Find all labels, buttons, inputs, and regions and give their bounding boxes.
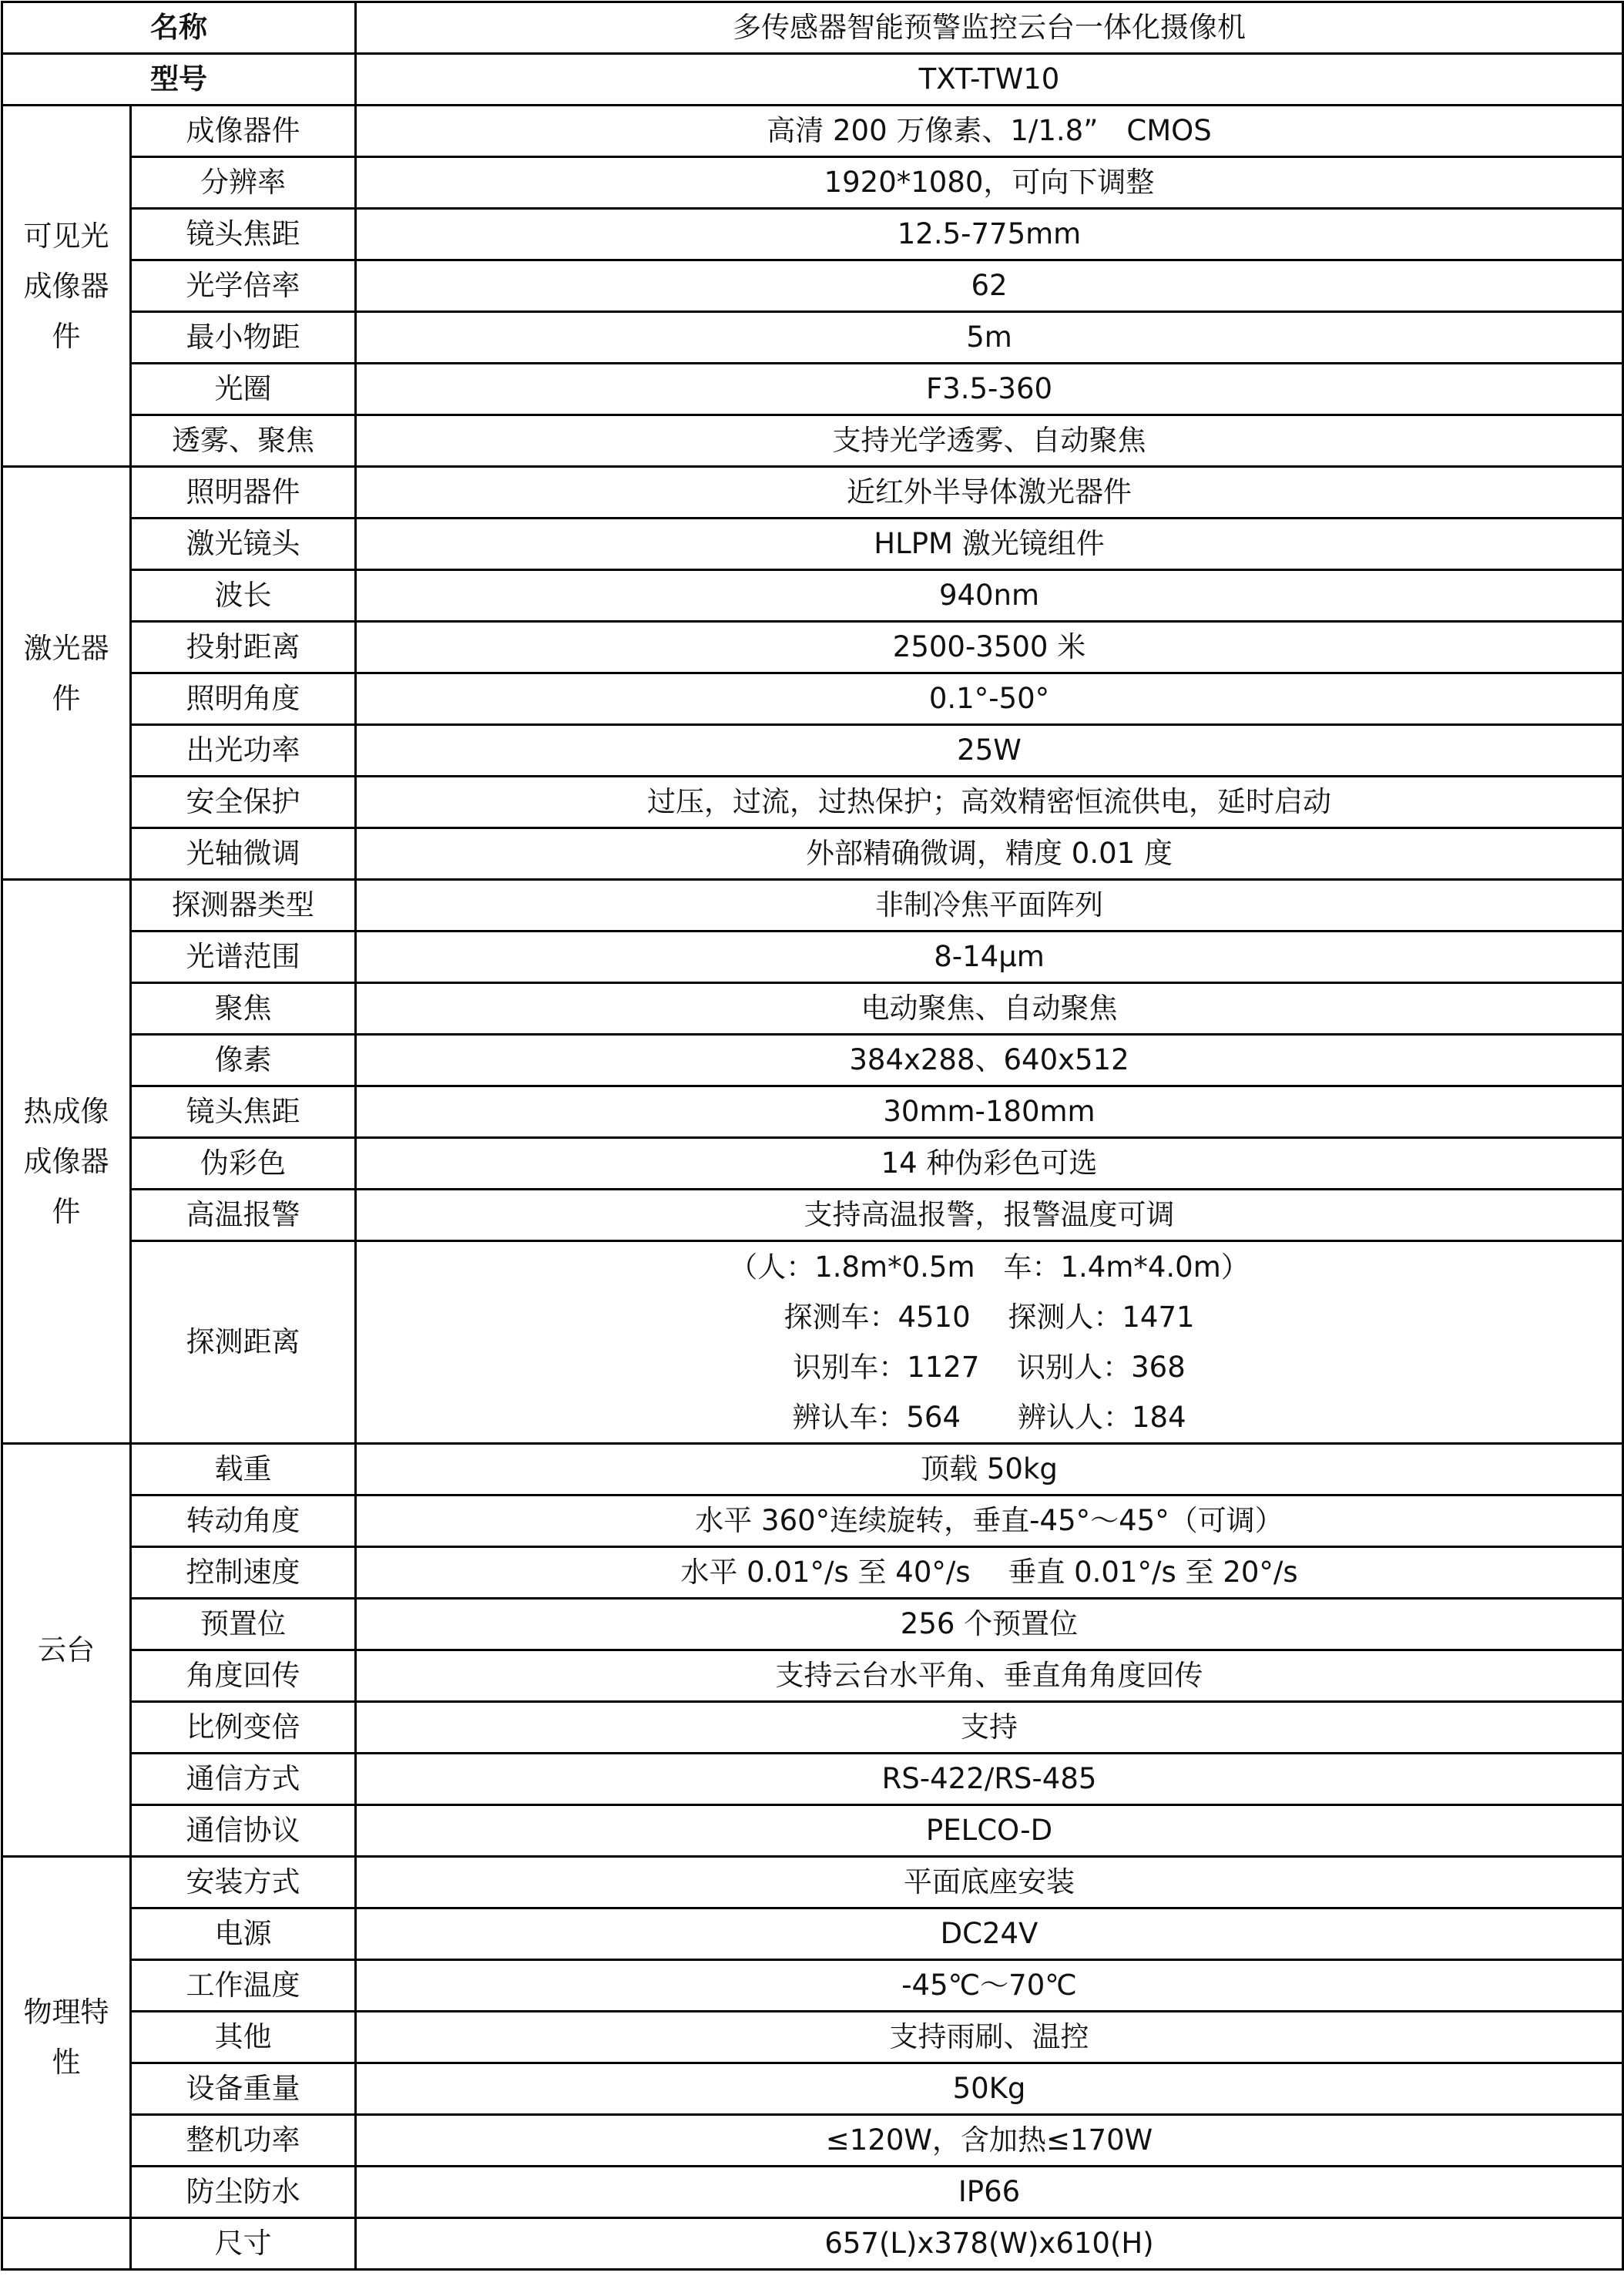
spec-label: 安全保护: [131, 777, 356, 828]
spec-value: 940nm: [356, 570, 1623, 622]
spec-value: 384x288、640x512: [356, 1035, 1623, 1086]
spec-value: PELCO-D: [356, 1805, 1623, 1857]
name-label: 名称: [2, 2, 356, 54]
distance-line: 探测车：4510 探测人：1471: [783, 1301, 1195, 1334]
detection-distance-row: [2, 1241, 1623, 1444]
size-value: 657(L)x378(W)x610(H): [356, 2218, 1623, 2270]
spec-row: [2, 983, 1623, 1035]
group-title: [2, 106, 131, 467]
spec-value: 外部精确微调，精度 0.01 度: [356, 828, 1623, 880]
spec-value: 支持光学透雾、自动聚焦: [356, 415, 1623, 467]
spec-value: 30mm-180mm: [356, 1086, 1623, 1138]
group-title-line: 件: [52, 681, 81, 715]
spec-label: 防尘防水: [131, 2167, 356, 2218]
spec-value: 顶载 50kg: [356, 1444, 1623, 1495]
spec-row: [2, 1086, 1623, 1138]
spec-value: 14 种伪彩色可选: [356, 1138, 1623, 1190]
group-title-line: 成像器: [23, 269, 109, 303]
spec-value: 支持雨刷、温控: [356, 2012, 1623, 2063]
spec-label: 角度回传: [131, 1650, 356, 1702]
spec-label: 高温报警: [131, 1190, 356, 1241]
spec-value: 0.1°-50°: [356, 673, 1623, 725]
spec-row: [2, 157, 1623, 209]
spec-row: [2, 209, 1623, 260]
spec-row: [2, 673, 1623, 725]
spec-label: 照明器件: [131, 467, 356, 519]
spec-row: [2, 725, 1623, 777]
spec-row: [2, 260, 1623, 312]
group-title-line: 云台: [38, 1633, 95, 1667]
spec-label: 光轴微调: [131, 828, 356, 880]
spec-value: 非制冷焦平面阵列: [356, 880, 1623, 932]
spec-label: 镜头焦距: [131, 209, 356, 260]
spec-label: 控制速度: [131, 1547, 356, 1599]
spec-value: HLPM 激光镜组件: [356, 519, 1623, 570]
group-title: [2, 1857, 131, 2218]
spec-value: F3.5-360: [356, 364, 1623, 415]
spec-row: [2, 312, 1623, 364]
spec-label: 探测器类型: [131, 880, 356, 932]
spec-value: 支持云台水平角、垂直角角度回传: [356, 1650, 1623, 1702]
spec-value: 12.5-775mm: [356, 209, 1623, 260]
spec-row: [2, 1960, 1623, 2012]
spec-row: [2, 415, 1623, 467]
spec-value: 支持高温报警，报警温度可调: [356, 1190, 1623, 1241]
spec-row: [2, 1035, 1623, 1086]
spec-label: 光圈: [131, 364, 356, 415]
spec-row: [2, 1857, 1623, 1908]
spec-label: 设备重量: [131, 2063, 356, 2115]
distance-line: （人：1.8m*0.5m 车：1.4m*4.0m）: [729, 1250, 1250, 1284]
spec-value: IP66: [356, 2167, 1623, 2218]
spec-label: 通信方式: [131, 1754, 356, 1805]
spec-label: 工作温度: [131, 1960, 356, 2012]
group-title-line: 性: [52, 2046, 81, 2079]
size-label: 尺寸: [131, 2218, 356, 2270]
spec-row: [2, 106, 1623, 157]
spec-value: RS-422/RS-485: [356, 1754, 1623, 1805]
group-title: [2, 467, 131, 880]
spec-row: [2, 1702, 1623, 1754]
name-value: 多传感器智能预警监控云台一体化摄像机: [356, 2, 1623, 54]
spec-row: [2, 1754, 1623, 1805]
spec-row: [2, 777, 1623, 828]
spec-row: [2, 2063, 1623, 2115]
spec-row: [2, 1138, 1623, 1190]
spec-label: 出光功率: [131, 725, 356, 777]
spec-value: 1920*1080，可向下调整: [356, 157, 1623, 209]
spec-label: 聚焦: [131, 983, 356, 1035]
spec-label: 其他: [131, 2012, 356, 2063]
spec-value: ≤120W，含加热≤170W: [356, 2115, 1623, 2167]
spec-row: [2, 622, 1623, 673]
spec-table-body: [2, 2, 1623, 2270]
spec-value: 50Kg: [356, 2063, 1623, 2115]
spec-row: [2, 828, 1623, 880]
group-title-line: 件: [52, 319, 81, 353]
spec-value: 近红外半导体激光器件: [356, 467, 1623, 519]
spec-label: 比例变倍: [131, 1702, 356, 1754]
detection-distance-value: [356, 1241, 1623, 1444]
spec-label: 成像器件: [131, 106, 356, 157]
spec-value: 256 个预置位: [356, 1599, 1623, 1650]
spec-label: 波长: [131, 570, 356, 622]
group-title-line: 热成像: [23, 1095, 109, 1128]
spec-label: 透雾、聚焦: [131, 415, 356, 467]
spec-value: DC24V: [356, 1908, 1623, 1960]
spec-value: 8-14μm: [356, 932, 1623, 983]
spec-value: 支持: [356, 1702, 1623, 1754]
spec-value: 电动聚焦、自动聚焦: [356, 983, 1623, 1035]
spec-label: 光学倍率: [131, 260, 356, 312]
spec-value: 水平 0.01°/s 至 40°/s 垂直 0.01°/s 至 20°/s: [356, 1547, 1623, 1599]
spec-label: 投射距离: [131, 622, 356, 673]
spec-row: [2, 1547, 1623, 1599]
size-row: [2, 2218, 1623, 2270]
distance-line: 辨认车：564 辨认人：184: [792, 1401, 1186, 1434]
spec-row: [2, 2012, 1623, 2063]
spec-row: [2, 570, 1623, 622]
spec-label: 转动角度: [131, 1495, 356, 1547]
spec-label: 激光镜头: [131, 519, 356, 570]
distance-line: 识别车：1127 识别人：368: [793, 1351, 1186, 1384]
spec-label: 伪彩色: [131, 1138, 356, 1190]
spec-row: [2, 2115, 1623, 2167]
spec-row: [2, 2167, 1623, 2218]
spec-row: [2, 1495, 1623, 1547]
model-label: 型号: [2, 54, 356, 106]
group-title: [2, 880, 131, 1444]
spec-value: 水平 360°连续旋转，垂直-45°～45°（可调）: [356, 1495, 1623, 1547]
model-value: TXT-TW10: [356, 54, 1623, 106]
spec-row: [2, 1599, 1623, 1650]
spec-label: 整机功率: [131, 2115, 356, 2167]
spec-label: 安装方式: [131, 1857, 356, 1908]
group-title-line: 件: [52, 1195, 81, 1228]
spec-value: -45℃～70℃: [356, 1960, 1623, 2012]
spec-value: 平面底座安装: [356, 1857, 1623, 1908]
spec-row: [2, 467, 1623, 519]
spec-row: [2, 364, 1623, 415]
spec-label: 电源: [131, 1908, 356, 1960]
size-group-empty: [2, 2218, 131, 2270]
spec-row: [2, 1190, 1623, 1241]
spec-row: [2, 880, 1623, 932]
name-row: [2, 2, 1623, 54]
spec-label: 预置位: [131, 1599, 356, 1650]
spec-row: [2, 1805, 1623, 1857]
group-title-line: 物理特: [23, 1996, 109, 2029]
spec-row: [2, 932, 1623, 983]
spec-value: 25W: [356, 725, 1623, 777]
spec-label: 像素: [131, 1035, 356, 1086]
spec-label: 分辨率: [131, 157, 356, 209]
model-row: [2, 54, 1623, 106]
spec-row: [2, 519, 1623, 570]
spec-label: 载重: [131, 1444, 356, 1495]
spec-row: [2, 1650, 1623, 1702]
group-title-line: 可见光: [23, 219, 109, 253]
spec-row: [2, 1444, 1623, 1495]
group-title: [2, 1444, 131, 1857]
group-title-line: 成像器: [23, 1145, 109, 1178]
spec-table: [1, 1, 1624, 2271]
spec-row: [2, 1908, 1623, 1960]
spec-label: 通信协议: [131, 1805, 356, 1857]
spec-label: 最小物距: [131, 312, 356, 364]
group-title-line: 激光器: [23, 631, 109, 665]
spec-label: 镜头焦距: [131, 1086, 356, 1138]
spec-value: 2500-3500 米: [356, 622, 1623, 673]
spec-label: 光谱范围: [131, 932, 356, 983]
spec-value: 62: [356, 260, 1623, 312]
spec-value: 高清 200 万像素、1/1.8” CMOS: [356, 106, 1623, 157]
spec-label: 照明角度: [131, 673, 356, 725]
spec-label: 探测距离: [131, 1241, 356, 1444]
spec-value: 过压，过流，过热保护；高效精密恒流供电，延时启动: [356, 777, 1623, 828]
spec-value: 5m: [356, 312, 1623, 364]
